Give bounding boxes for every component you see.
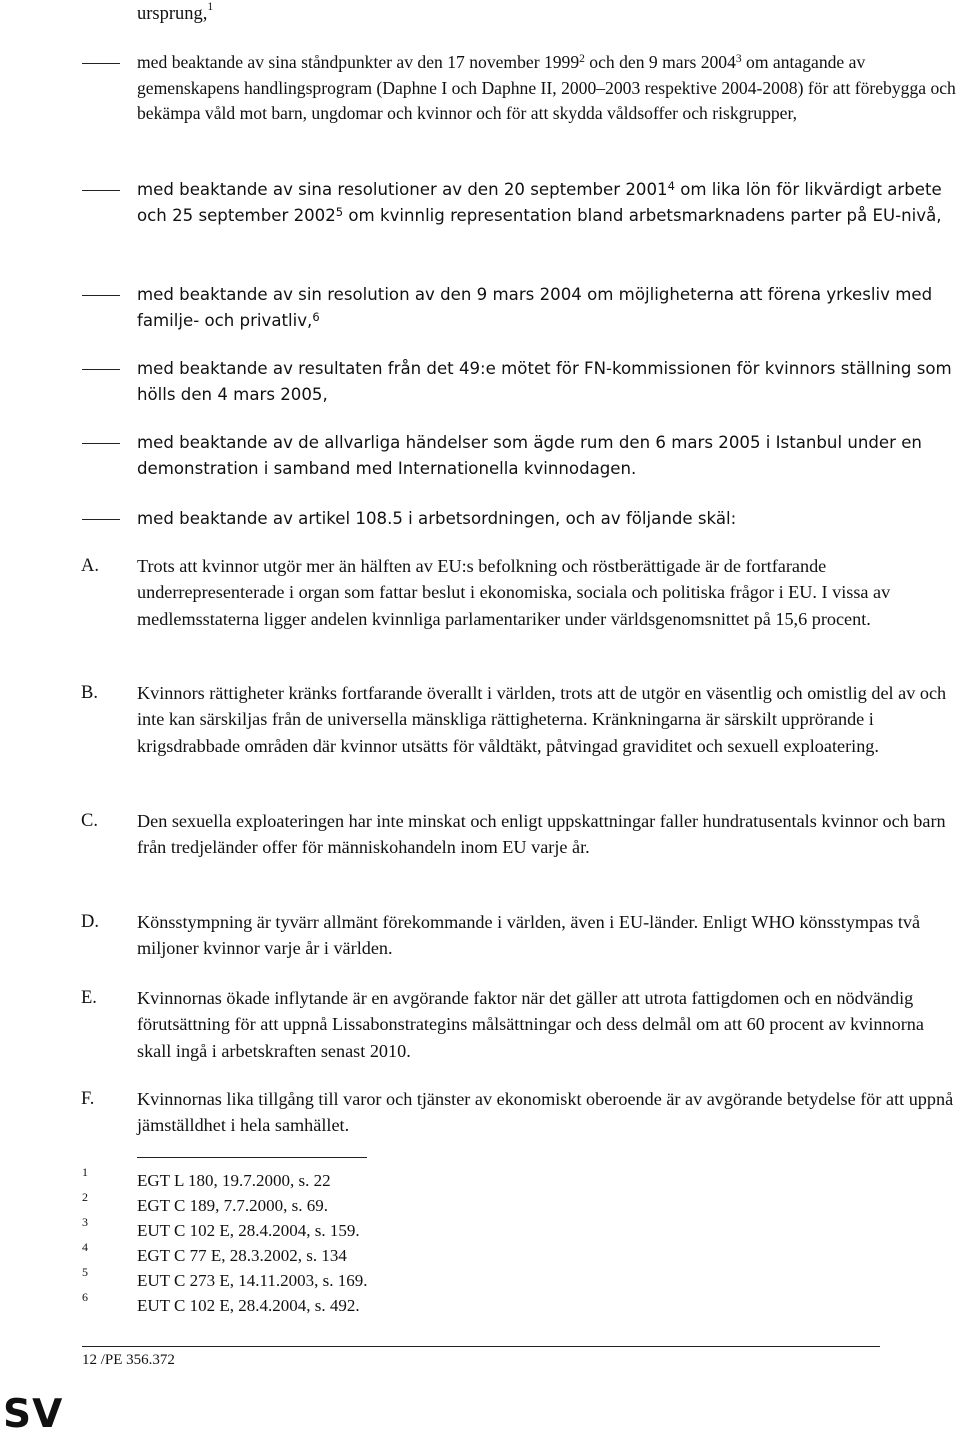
footnote-number: 1 — [82, 1165, 88, 1179]
footnote-number: 6 — [82, 1290, 88, 1304]
footnote-text: EUT C 102 E, 28.4.2004, s. 159. — [137, 1221, 360, 1240]
document-reference: 12 /PE 356.372 — [82, 1352, 175, 1368]
recital-letter: B. — [81, 683, 98, 703]
intro-line — [137, 1, 214, 25]
citation-text-run: om antagande av gemenskapens handlingsprogram (Daphne I och Daphne II, 2000–2003 respektive 2004-2008) för att förebygga och bekämpa våld mot barn, ungdomar och kvinnor och för att skydda våldsoffer och riskgrupper, — [137, 52, 956, 124]
footnote-ref: 4 — [667, 179, 675, 193]
footnote — [0, 1265, 960, 1295]
footnote — [0, 1290, 960, 1320]
citation-text — [137, 50, 957, 127]
footnote-text: EGT L 180, 19.7.2000, s. 22 — [137, 1171, 331, 1190]
citation-text-run: med beaktande av sina resolutioner av den 20 september 2001 — [137, 180, 668, 199]
recital-text: Kvinnors rättigheter kränks fortfarande överallt i världen, trots att de utgör en väsentlig och omistlig del av och inte kan särskiljas från de universella mänskliga rättigheterna. Kränkningarna är särskilt upprörande i krigsdrabbade områden där kvinnor utsätts för våldtäkt, påtvingad graviditet och sexuell exploatering. — [137, 683, 947, 756]
footnote — [0, 1215, 960, 1245]
dash-bullet — [82, 63, 120, 64]
recital-text: Kvinnornas lika tillgång till varor och tjänster av ekonomiskt oberoende är av avgörande betydelse för att uppnå jämställdhet i hela samhället. — [137, 1089, 954, 1136]
footnote-ref: 6 — [312, 309, 320, 324]
recital-letter: E. — [81, 988, 97, 1008]
recital-text: Den sexuella exploateringen har inte minskat och enligt uppskattningar faller hundratusentals kvinnor och barn från tredjeländer offer för människohandeln inom EU varje år. — [137, 811, 946, 858]
footnote-text: EUT C 102 E, 28.4.2004, s. 492. — [137, 1296, 360, 1315]
dash-bullet — [82, 369, 120, 370]
dash-bullet — [82, 295, 120, 296]
footnote-ref: 3 — [735, 53, 742, 65]
citation-text — [137, 356, 957, 407]
citation-text — [137, 506, 957, 532]
footnote — [0, 1165, 960, 1195]
footer-separator — [82, 1346, 880, 1347]
recital-text: Kvinnornas ökade inflytande är en avgörande faktor när det gäller att utrota fattigdomen och en nödvändig förutsättning för att uppnå Lissabonstrategins målsättningar och dess delmål om att 60 procent av kvinnorna skall ingå i arbetskraften senast 2010. — [137, 988, 924, 1061]
citation-text-run: om lika lön för likvärdigt arbete och 25 september 2002 — [137, 180, 942, 225]
footnote — [0, 1240, 960, 1270]
citation-text-run: med beaktande av de allvarliga händelser som ägde rum den 6 mars 2005 i Istanbul under en demonstration i samband med Internationella kvinnodagen. — [137, 433, 922, 478]
citation-text-run: om kvinnlig representation bland arbetsmarknadens parter på EU-nivå, — [343, 205, 942, 225]
footnote-number: 4 — [82, 1240, 88, 1254]
citation-text-run: med beaktande av sin resolution av den 9 mars 2004 om möjligheterna att förena yrkesliv med familje- och privatliv, — [137, 285, 933, 330]
intro-text: ursprung, — [137, 4, 208, 24]
recital-letter: F. — [81, 1089, 95, 1109]
dash-bullet — [82, 443, 120, 444]
language-code: SV — [3, 1392, 64, 1437]
dash-bullet — [82, 519, 120, 520]
dash-bullet — [82, 190, 120, 191]
recital-letter: A. — [81, 556, 99, 576]
citation-text-run: med beaktande av sina ståndpunkter av den 17 november 1999 — [137, 52, 580, 72]
citation-text — [137, 430, 957, 481]
citation-text-run: och den 9 mars 2004 — [584, 52, 736, 72]
footnote-separator — [137, 1157, 367, 1158]
footnote-text: EGT C 77 E, 28.3.2002, s. 134 — [137, 1246, 347, 1265]
citation-text-run: med beaktande av artikel 108.5 i arbetsordningen, och av följande skäl: — [137, 509, 737, 528]
footnote-ref: 2 — [579, 53, 585, 65]
footnote-number: 5 — [82, 1265, 88, 1279]
recital-letter: D. — [81, 912, 99, 932]
footnote-number: 2 — [82, 1190, 88, 1204]
footnote-text: EUT C 273 E, 14.11.2003, s. 169. — [137, 1271, 368, 1290]
citation-text — [137, 177, 957, 228]
recital-letter: C. — [81, 811, 98, 831]
footnote-ref: 1 — [207, 1, 214, 13]
recital-text: Könsstympning är tyvärr allmänt förekommande i världen, även i EU-länder. Enligt WHO könsstympas två miljoner kvinnor varje år i världen. — [137, 912, 921, 959]
footnote-number: 3 — [82, 1215, 88, 1229]
recital-text: Trots att kvinnor utgör mer än hälften av EU:s befolkning och röstberättigade är de fortfarande underrepresenterade i organ som fattar beslut i ekonomiska, sociala och politiska frågor i EU. I vissa av medlemsstaterna ligger andelen kvinnliga parlamentariker under världsgenomsnittet på 15,6 procent. — [137, 556, 891, 629]
footnote — [0, 1190, 960, 1220]
citation-text-run: med beaktande av resultaten från det 49:e mötet för FN-kommissionen för kvinnors ställning som hölls den 4 mars 2005, — [137, 359, 952, 404]
footnote-text: EGT C 189, 7.7.2000, s. 69. — [137, 1196, 328, 1215]
footnote-ref: 5 — [335, 204, 344, 219]
citation-text — [137, 282, 957, 333]
